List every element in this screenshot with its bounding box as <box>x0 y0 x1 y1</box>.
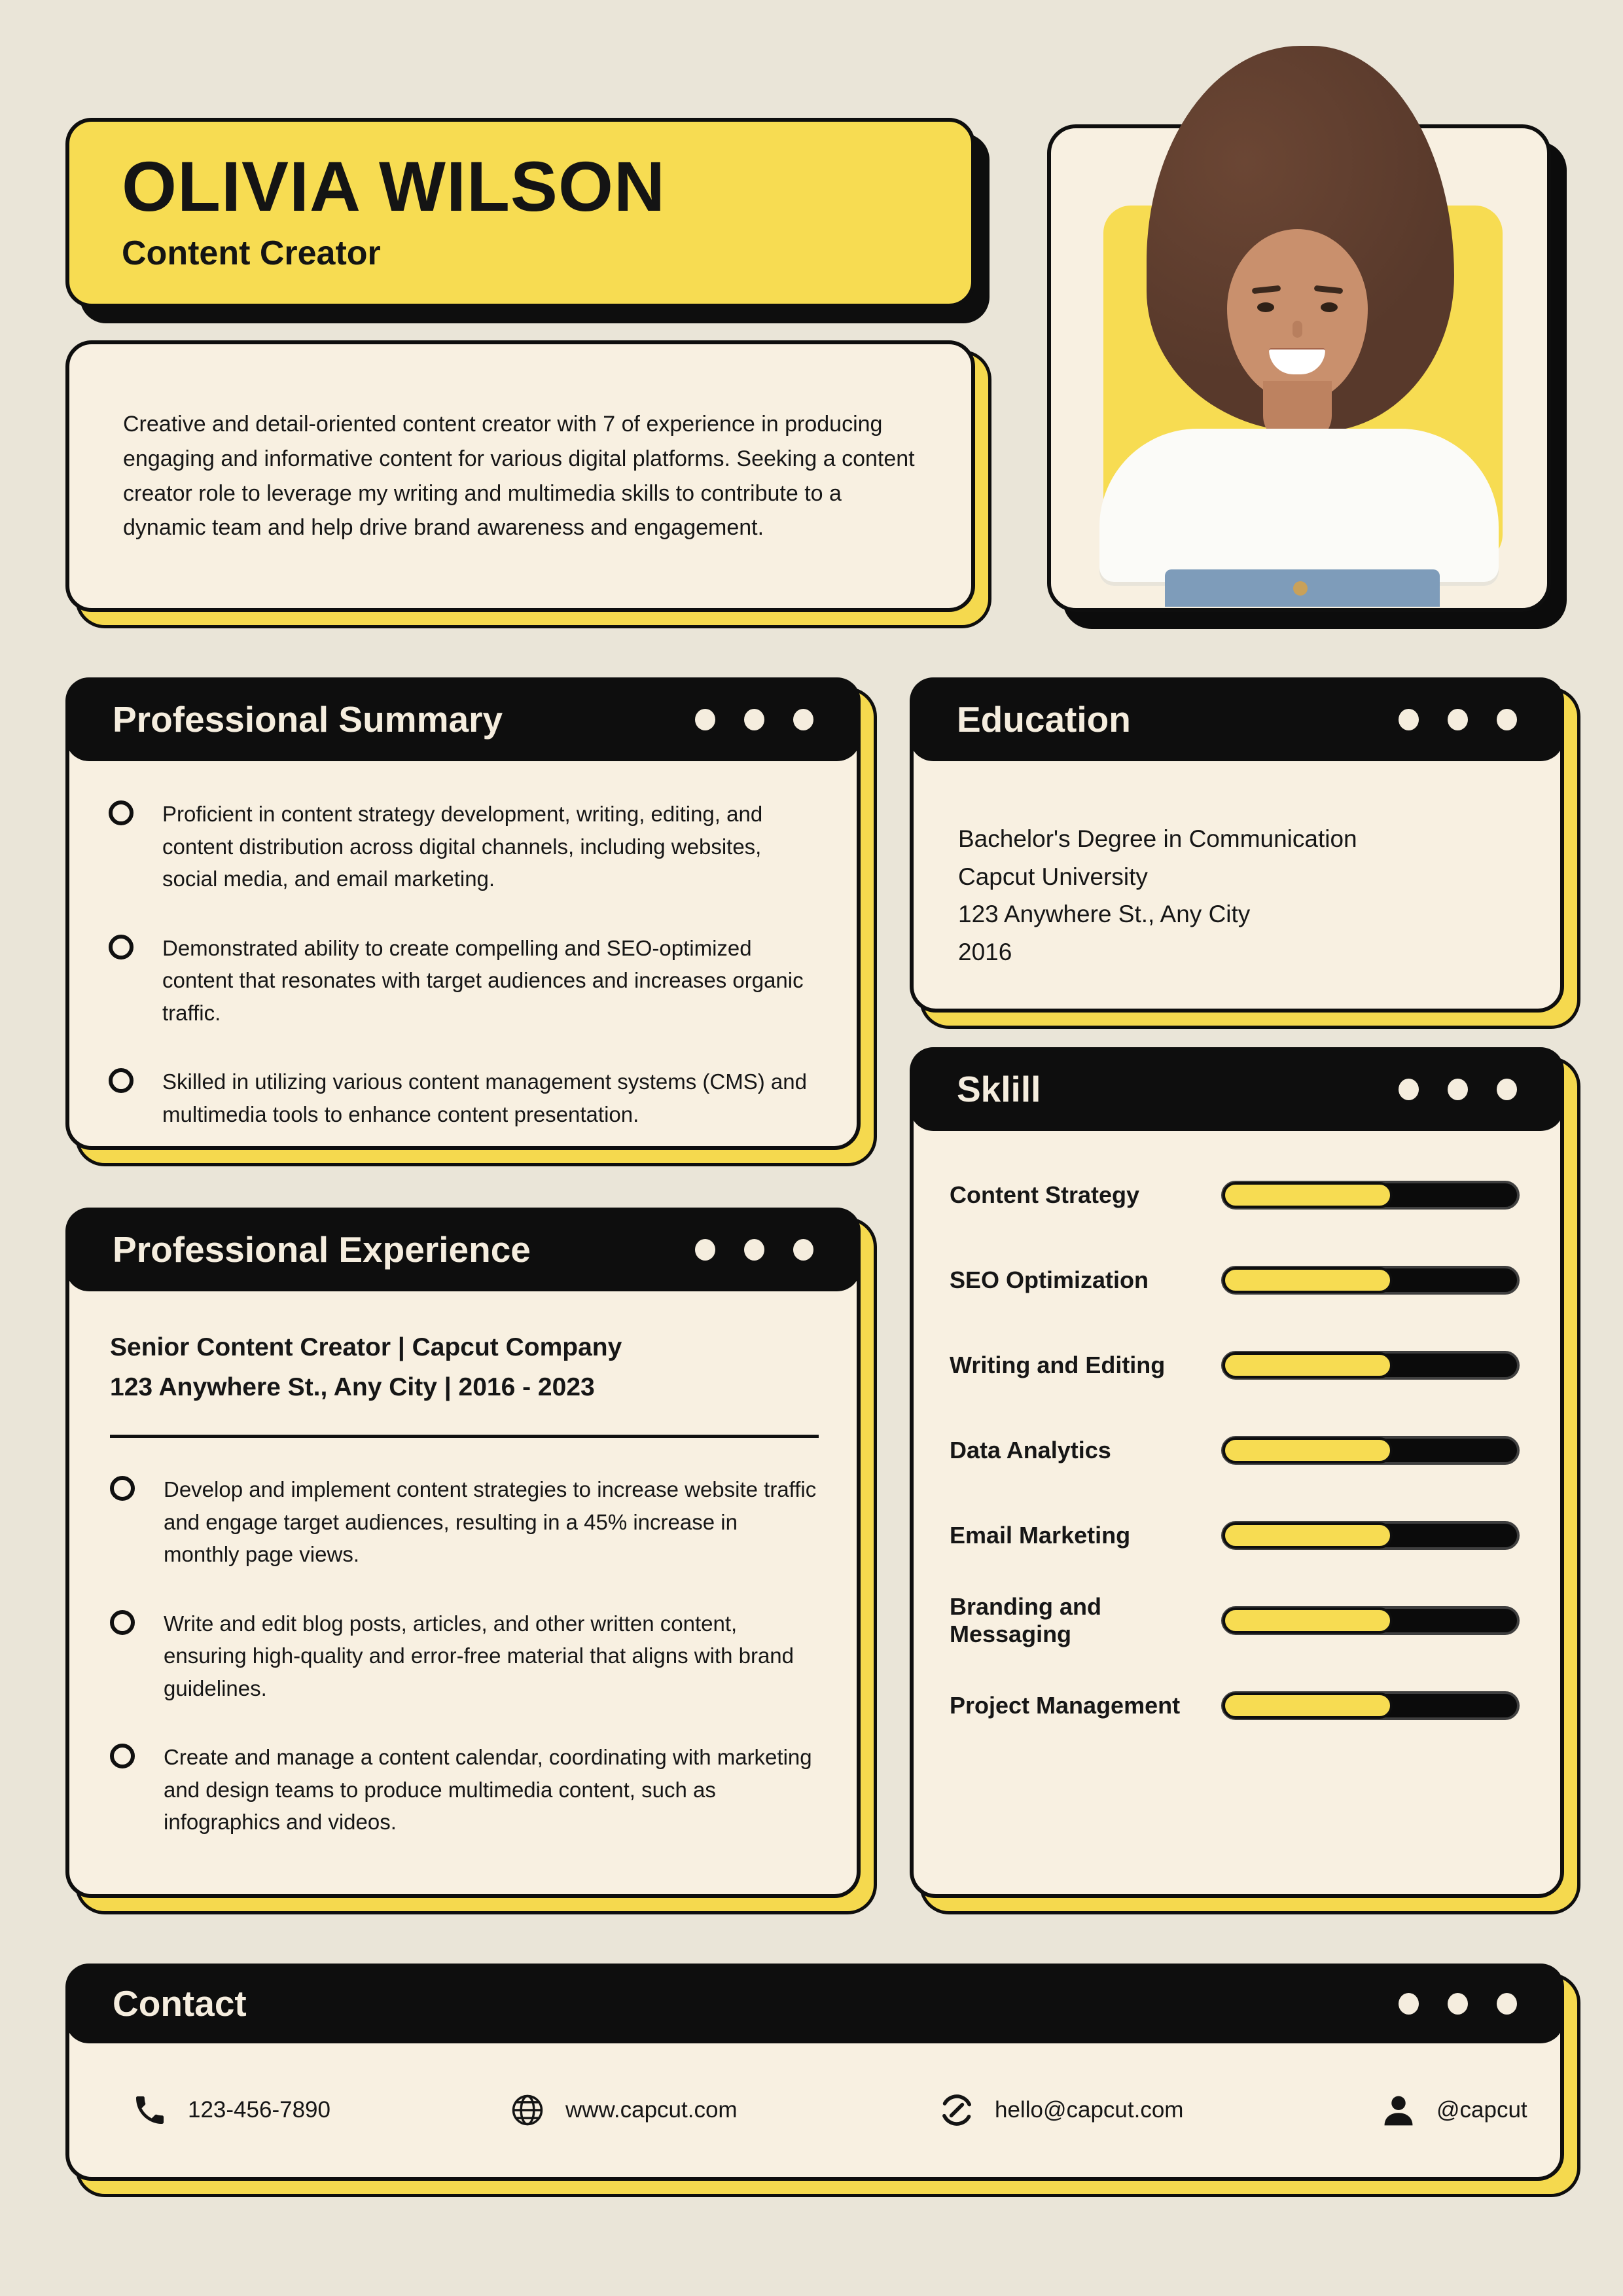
skills-body <box>950 1153 1520 1748</box>
portrait-jeans <box>1165 569 1440 607</box>
skill-row <box>950 1323 1520 1408</box>
skill-label: Email Marketing <box>950 1522 1131 1549</box>
window-dots-icon <box>1399 1079 1517 1100</box>
experience-meta: 123 Anywhere St., Any City | 2016 - 2023 <box>110 1372 595 1401</box>
window-dot-icon <box>1497 1079 1517 1100</box>
intro-card <box>65 340 975 612</box>
skill-bar-fill <box>1222 1693 1393 1719</box>
education-address: 123 Anywhere St., Any City <box>958 901 1251 928</box>
skill-bar <box>1221 1351 1520 1380</box>
skill-label: SEO Optimization <box>950 1266 1149 1293</box>
divider <box>110 1435 819 1438</box>
education-year: 2016 <box>958 939 1012 966</box>
globe-icon <box>509 2092 546 2128</box>
list-item <box>109 1066 819 1130</box>
window-dot-icon <box>793 1239 813 1261</box>
skill-bar <box>1221 1606 1520 1635</box>
skill-row <box>950 1408 1520 1493</box>
window-dot-icon <box>744 709 764 730</box>
skill-bar <box>1221 1521 1520 1550</box>
skill-bar-fill <box>1222 1522 1393 1549</box>
portrait-illustration <box>1047 46 1551 607</box>
professional-experience-body <box>110 1331 819 1875</box>
skill-label: Writing and Editing <box>950 1352 1166 1378</box>
portrait-eye-right <box>1321 302 1338 312</box>
skill-bar-fill <box>1222 1437 1393 1463</box>
window-dot-icon <box>1448 1079 1468 1100</box>
skill-label: Project Management <box>950 1692 1181 1719</box>
contact-phone-text: 123-456-7890 <box>188 2097 330 2123</box>
portrait-brow-left <box>1252 285 1281 295</box>
list-item <box>110 1741 819 1839</box>
section-title: Education <box>957 699 1131 740</box>
list-item <box>109 798 819 895</box>
window-dots-icon <box>695 709 813 730</box>
skill-row <box>950 1663 1520 1748</box>
portrait-nose <box>1293 321 1302 338</box>
portrait-brow-right <box>1314 285 1344 295</box>
education-degree: Bachelor's Degree in Communication <box>958 825 1357 852</box>
skill-row <box>950 1493 1520 1578</box>
contact-website[interactable] <box>509 2092 738 2128</box>
skill-bar <box>1221 1181 1520 1210</box>
bullet-ring-icon <box>109 800 134 825</box>
list-item <box>109 932 819 1030</box>
bullet-ring-icon <box>110 1744 135 1768</box>
window-dot-icon <box>1497 709 1517 730</box>
window-dot-icon <box>1399 1079 1419 1100</box>
window-dot-icon <box>744 1239 764 1261</box>
section-title: Contact <box>113 1983 247 2024</box>
experience-role: Senior Content Creator | Capcut Company <box>110 1333 622 1361</box>
skills-card <box>910 1047 1564 1898</box>
education-header <box>910 677 1564 761</box>
contact-website-text[interactable]: www.capcut.com <box>565 2097 738 2123</box>
phone-icon <box>132 2092 168 2128</box>
person-job-title: Content Creator <box>122 234 381 273</box>
professional-experience-card <box>65 1208 861 1898</box>
portrait-smile <box>1269 348 1325 374</box>
professional-summary-card <box>65 677 861 1150</box>
contact-body <box>69 2043 1560 2177</box>
photo-card <box>1047 124 1551 612</box>
education-school: Capcut University <box>958 863 1148 890</box>
education-card <box>910 677 1564 1013</box>
bullet-text: Develop and implement content strategies to increase website traffic and engage target audiences, resulting in a 45% increase in monthly page views. <box>164 1477 817 1567</box>
bullet-ring-icon <box>110 1476 135 1501</box>
window-dot-icon <box>793 709 813 730</box>
skill-bar <box>1221 1436 1520 1465</box>
bullet-text: Create and manage a content calendar, coordinating with marketing and design teams to produce multimedia content, such as infographics and videos. <box>164 1745 812 1835</box>
skill-bar <box>1221 1691 1520 1720</box>
window-dot-icon <box>695 1239 715 1261</box>
window-dot-icon <box>1448 709 1468 730</box>
skill-row <box>950 1578 1520 1663</box>
contact-social[interactable] <box>1380 2092 1527 2128</box>
portrait-tshirt <box>1099 429 1499 586</box>
skill-bar-fill <box>1222 1182 1393 1208</box>
name-header-card <box>65 118 975 308</box>
professional-summary-body <box>109 798 819 1167</box>
list-item <box>110 1473 819 1571</box>
section-title: Professional Experience <box>113 1229 531 1270</box>
skill-row <box>950 1153 1520 1238</box>
contact-card <box>65 1964 1564 2181</box>
contact-email[interactable] <box>938 2092 1183 2128</box>
skill-bar-fill <box>1222 1267 1393 1293</box>
person-icon <box>1380 2092 1417 2128</box>
skill-label: Branding and Messaging <box>950 1593 1101 1647</box>
link-icon <box>938 2092 975 2128</box>
section-title: Professional Summary <box>113 699 503 740</box>
window-dots-icon <box>1399 1993 1517 2015</box>
profile-photo <box>1047 46 1551 607</box>
bullet-text: Proficient in content strategy development, writing, editing, and content distribution across digital channels, including websites, social media, and email marketing. <box>162 802 763 891</box>
skill-bar <box>1221 1266 1520 1295</box>
contact-header <box>65 1964 1564 2043</box>
skill-row <box>950 1238 1520 1323</box>
bullet-text: Write and edit blog posts, articles, and other written content, ensuring high-quality and error-free material that aligns with brand guidelines. <box>164 1611 794 1700</box>
window-dot-icon <box>1399 709 1419 730</box>
skill-bar-fill <box>1222 1352 1393 1378</box>
skill-label: Content Strategy <box>950 1181 1140 1208</box>
contact-social-text[interactable]: @capcut <box>1436 2097 1527 2123</box>
skill-label: Data Analytics <box>950 1437 1111 1463</box>
window-dots-icon <box>695 1239 813 1261</box>
window-dot-icon <box>1399 1993 1419 2015</box>
window-dot-icon <box>1497 1993 1517 2015</box>
window-dot-icon <box>695 709 715 730</box>
professional-summary-header <box>65 677 861 761</box>
window-dot-icon <box>1448 1993 1468 2015</box>
contact-phone <box>132 2092 330 2128</box>
education-body <box>958 820 1521 971</box>
bullet-ring-icon <box>110 1610 135 1635</box>
bullet-ring-icon <box>109 1068 134 1093</box>
skill-bar-fill <box>1222 1607 1393 1634</box>
window-dots-icon <box>1399 709 1517 730</box>
section-title: Sklill <box>957 1069 1041 1109</box>
portrait-jeans-button <box>1293 581 1308 596</box>
list-item <box>110 1607 819 1705</box>
bullet-text: Skilled in utilizing various content management systems (CMS) and multimedia tools to enhance content presentation. <box>162 1069 807 1126</box>
bullet-ring-icon <box>109 935 134 960</box>
portrait-eye-left <box>1257 302 1274 312</box>
bullet-text: Demonstrated ability to create compelling and SEO-optimized content that resonates with target audiences and increases organic traffic. <box>162 935 804 1025</box>
person-name: OLIVIA WILSON <box>122 147 666 226</box>
contact-email-text[interactable]: hello@capcut.com <box>995 2097 1184 2123</box>
professional-experience-header <box>65 1208 861 1291</box>
skills-header <box>910 1047 1564 1131</box>
intro-text: Creative and detail-oriented content creator with 7 of experience in producing engaging and informative content for various digital platforms. Seeking a content creator role to leverage my writing and multimedia skills to contribute to a dynamic team and help drive brand awareness and engagement. <box>123 412 915 541</box>
